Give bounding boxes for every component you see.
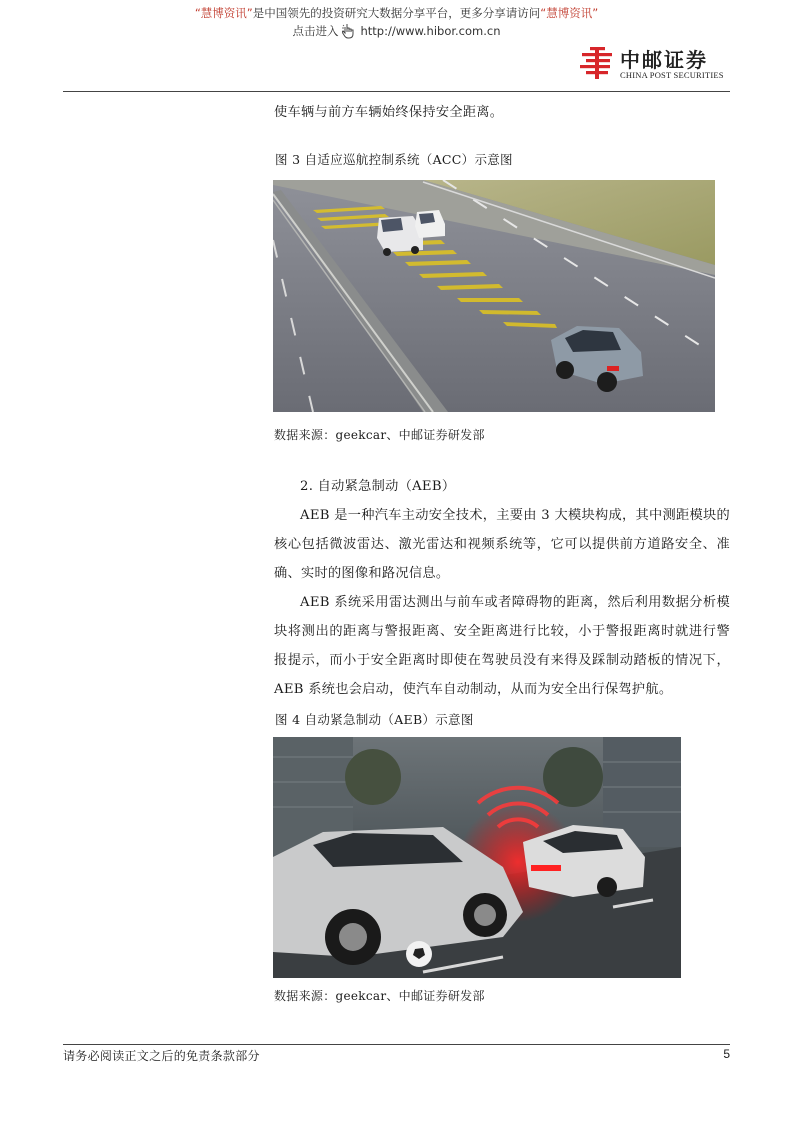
fig4-caption: 图 4 自动紧急制动（AEB）示意图 <box>275 712 474 727</box>
brand-link[interactable]: 慧博资讯 <box>200 6 247 20</box>
aeb-section <box>274 472 730 704</box>
footer-disclaimer: 请务必阅读正文之后的免责条款部分 <box>63 1049 260 1063</box>
hand-cursor-icon <box>342 23 356 39</box>
footer-divider <box>63 1044 730 1045</box>
banner-text: 是中国领先的投资研究大数据分享平台，更多分享请访问 <box>252 6 541 20</box>
fig3-source: 数据来源：geekcar、中邮证券研发部 <box>274 428 485 442</box>
top-banner <box>0 4 793 40</box>
hibor-url-link[interactable]: http://www.hibor.com.cn <box>360 24 501 38</box>
fig3-acc-image <box>273 180 715 412</box>
banner-line-2 <box>292 22 500 40</box>
fig3-source-wrap <box>274 425 730 445</box>
aeb-paragraph-2: AEB 系统采用雷达测出与前车或者障碍物的距离，然后利用数据分析模块将测出的距离与警报距离、安全距离进行比较，小于警报距离时就进行警报提示，而小于安全距离时即使在驾驶员没有来得及踩制动踏板的情况下，AEB 系统也会启动，使汽车自动制动，从而为安全出行保驾护航。 <box>274 595 730 697</box>
click-enter-text: 点击进入 <box>292 24 339 38</box>
page-number: 5 <box>723 1047 730 1061</box>
company-logo <box>578 44 728 84</box>
china-post-logo-icon <box>578 44 616 82</box>
fig3-caption-wrap <box>275 150 731 170</box>
fig4-source-wrap <box>274 986 730 1006</box>
fig3-caption: 图 3 自适应巡航控制系统（ACC）示意图 <box>275 152 513 167</box>
aeb-paragraph-1: AEB 是一种汽车主动安全技术，主要由 3 大模块构成，其中测距模块的核心包括微波雷达、激光雷达和视频系统等，它可以提供前方道路安全、准确、实时的图像和路况信息。 <box>274 508 730 581</box>
brand-quote-open: “ <box>194 6 201 20</box>
fig4-source: 数据来源：geekcar、中邮证券研发部 <box>274 989 485 1003</box>
soccer-ball-shape <box>406 941 432 967</box>
front-car-shape <box>523 825 645 897</box>
brand-quote-close-2: ” <box>592 6 599 20</box>
fig4-caption-wrap <box>275 710 731 730</box>
banner-line-1 <box>0 4 793 22</box>
brand-quote-close: ” <box>246 6 253 20</box>
intro-paragraph: 使车辆与前方车辆始终保持安全距离。 <box>274 105 504 120</box>
logo-chinese-name: 中邮证券 <box>620 48 708 72</box>
body-text-intro <box>274 98 730 127</box>
logo-english-name: CHINA POST SECURITIES <box>620 70 724 80</box>
van2-shape <box>415 210 445 238</box>
aeb-heading: 2. 自动紧急制动（AEB） <box>300 479 456 494</box>
header-divider <box>63 91 730 92</box>
brand-quote-open-2: “ <box>540 6 547 20</box>
brand-link-2[interactable]: 慧博资讯 <box>546 6 593 20</box>
fig4-aeb-image <box>273 737 681 978</box>
